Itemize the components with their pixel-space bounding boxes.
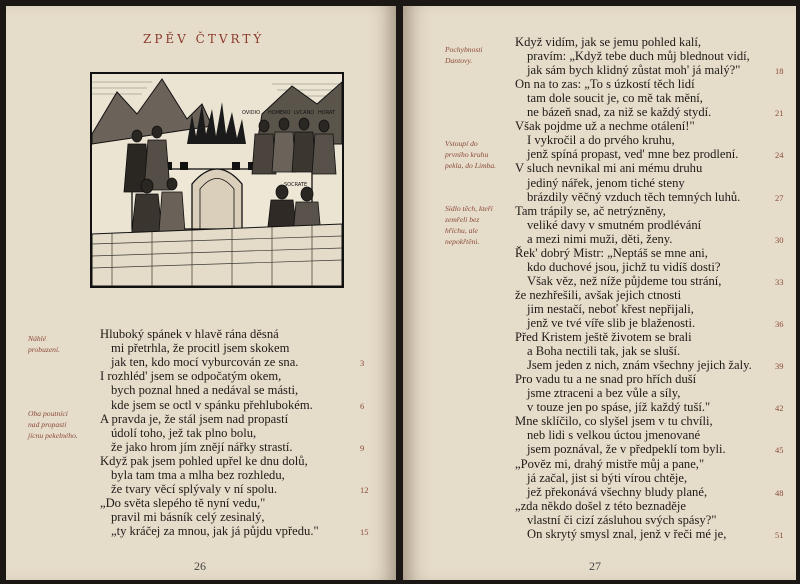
verse-line: ne bázeň snad, za niž se každý stydí.	[527, 105, 712, 120]
margin-note	[445, 138, 496, 171]
verse-line: Jsem jeden z nich, znám všechny jejich žaly.	[527, 358, 752, 373]
woodcut-label: HORAT	[318, 110, 336, 116]
verse-line: v touze jen po spáse, jíž každý tuší."	[527, 400, 711, 415]
margin-note-line: hříchu, ale	[445, 226, 478, 235]
line-number: 51	[775, 529, 784, 540]
verse-line: jsme ztraceni a bez vůle a síly,	[527, 386, 681, 401]
line-number: 36	[775, 319, 784, 329]
line-number: 9	[360, 442, 365, 453]
margin-note-line: zemřeli bez	[445, 215, 480, 224]
line-number: 18	[775, 66, 784, 77]
margin-note-line: nad propastí	[28, 420, 67, 429]
verse-line: jež překonává všechny bludy plané,	[527, 484, 708, 499]
margin-note-line: Oba poutníci	[28, 409, 68, 418]
verse-line: tam dole soucit je, co mě tak mění,	[527, 91, 703, 106]
verse-line: bych poznal hned a nedával se másti,	[111, 383, 299, 398]
verse-line: „Do světa slepého tě nyní vedu,"	[100, 496, 266, 511]
verse-line: On skrytý smysl znal, jenž v řeči mé je,	[527, 526, 727, 541]
woodcut-label: HOMERO	[268, 110, 291, 116]
verse-line: jak sám bych klidný zůstat moh' já malý?"	[527, 63, 741, 78]
right-page	[403, 6, 796, 580]
verse-line: jsem poznával, že v předpeklí tom byli.	[527, 442, 726, 457]
verse-line: brázdily věčný vzduch těch temných luhů.	[527, 189, 741, 204]
margin-note-line: Náhlé	[28, 334, 47, 343]
verse-line: V sluch nevnikal mi ani mému druhu	[515, 161, 703, 176]
verse-line: a mezi nimi muži, děti, ženy.	[527, 231, 673, 246]
line-number: 27	[775, 192, 784, 203]
line-number: 42	[775, 403, 784, 414]
verse-line: jim nestačí, neboť křest nepřijali,	[527, 301, 694, 316]
verse-line: Pro vadu tu a ne snad pro hřích duší	[515, 372, 697, 387]
woodcut-drawing	[92, 74, 342, 286]
verse-line: jenž ve tvé víře slib je blaženosti.	[527, 316, 696, 330]
line-number: 6	[360, 400, 365, 411]
line-number: 39	[775, 361, 784, 372]
margin-note-line: jícnu pekelného.	[28, 431, 78, 440]
woodcut-illustration	[90, 72, 344, 288]
verse-line: kde jsem se octl v spánku přehlubokém.	[111, 397, 313, 412]
verse-line: Když vidím, jak se jemu pohled kalí,	[515, 35, 702, 49]
margin-note-line: Dantovy.	[445, 56, 473, 65]
line-number: 12	[360, 485, 369, 496]
page-number: 27	[589, 559, 601, 573]
line-number: 21	[775, 108, 784, 119]
margin-note-line: Pochybnosti	[445, 45, 483, 54]
verse-line: Hluboký spánek v hlavě rána děsná	[100, 327, 279, 341]
line-number: 3	[360, 358, 365, 369]
line-number: 24	[775, 150, 784, 161]
verse-line: já začal, jist si býti vírou chtěje,	[527, 470, 688, 485]
verse-line: Řek' dobrý Mistr: „Neptáš se mne ani,	[515, 245, 708, 260]
verse-line: Tam trápily se, ač netrýzněny,	[515, 203, 666, 218]
margin-note-line: Vstoupí do	[445, 139, 478, 148]
verse-line: mi přetrhla, že procitl jsem skokem	[111, 341, 290, 356]
verse-line: Když pak jsem pohled upřel ke dnu dolů,	[100, 453, 308, 468]
verse-line: pravím: „Když tebe duch můj blednout vidí,	[527, 49, 750, 64]
verse-line: vlastní či cizí zásluhou svých spásy?"	[527, 512, 717, 527]
woodcut-label: LVCANO	[294, 110, 315, 116]
verse-line: že nezhřešili, avšak jejich ctnosti	[515, 287, 682, 302]
verse-line: Však pojdme už a nechme otálení!"	[515, 119, 695, 134]
line-number: 48	[775, 487, 784, 498]
line-number: 30	[775, 234, 784, 245]
verse-line: že tvary věcí splývaly v ní spolu.	[111, 482, 278, 497]
verse-line: I rozhléd' jsem se odpočatým okem,	[100, 369, 282, 384]
verse-line: jediný nářek, jenom tiché steny	[527, 175, 685, 190]
verse-line: neb lidi s velkou úctou jmenované	[527, 428, 701, 443]
verse-line: veliké davy v smutném prodlévání	[527, 217, 702, 232]
verse-line: Však věz, než níže půjdeme tou strání,	[527, 273, 722, 288]
verse-line: „Pověz mi, drahý mistře můj a pane,"	[515, 456, 705, 471]
verse-line: že jako hrom jím znějí nářky strastí.	[111, 439, 293, 454]
margin-note	[445, 44, 483, 66]
verse-line: „ty kráčej za mnou, jak já půjdu vpředu."	[111, 524, 319, 539]
verse-line: Mne sklíčilo, co slyšel jsem v tu chvíli,	[515, 414, 713, 429]
margin-note-line: prvního kruhu	[445, 150, 489, 159]
verse-line: kdo duchové jsou, jichž tu vidíš dosti?	[527, 259, 721, 274]
margin-note	[445, 203, 493, 247]
margin-note-line: pekla, do Limba.	[445, 161, 497, 170]
line-number: 15	[360, 527, 369, 538]
margin-note-line: probuzení.	[28, 345, 60, 354]
verse-line: jenž spíná propast, ved' mne bez prodlení.	[527, 147, 739, 162]
verse-line: On na to zas: „To s úzkostí těch lidí	[515, 77, 695, 92]
margin-note	[28, 333, 60, 355]
margin-note-line: Sídlo těch, kteří	[445, 204, 493, 213]
verse-line: údolí toho, jež tak plno bolu,	[111, 425, 257, 440]
verse-line: „zda někdo došel z této beznaděje	[515, 498, 686, 513]
verse-line: pravil mi básník celý zesinalý,	[111, 510, 265, 525]
chapter-title: ZPĚV ČTVRTÝ	[143, 32, 265, 46]
verse-line: Před Kristem ještě životem se brali	[515, 330, 692, 345]
margin-note-line: nepokřtěni.	[445, 237, 480, 246]
line-number: 33	[775, 276, 784, 287]
verse-line: jak ten, kdo mocí vyburcován ze sna.	[111, 355, 299, 370]
verse-line: A pravda je, že stál jsem nad propastí	[100, 411, 289, 426]
verse-line: a Boha nectili tak, jak se sluší.	[527, 344, 681, 359]
verse-line: byla tam tma a mlha bez rozhledu,	[111, 468, 285, 482]
left-page	[6, 6, 396, 580]
woodcut-label: SOCRATE	[284, 182, 308, 188]
page-number: 26	[194, 559, 206, 573]
woodcut-label: OVIDIO	[242, 110, 261, 116]
verse-line: I vykročil a do prvého kruhu,	[527, 133, 675, 148]
margin-note	[28, 408, 78, 441]
line-number: 45	[775, 445, 784, 456]
